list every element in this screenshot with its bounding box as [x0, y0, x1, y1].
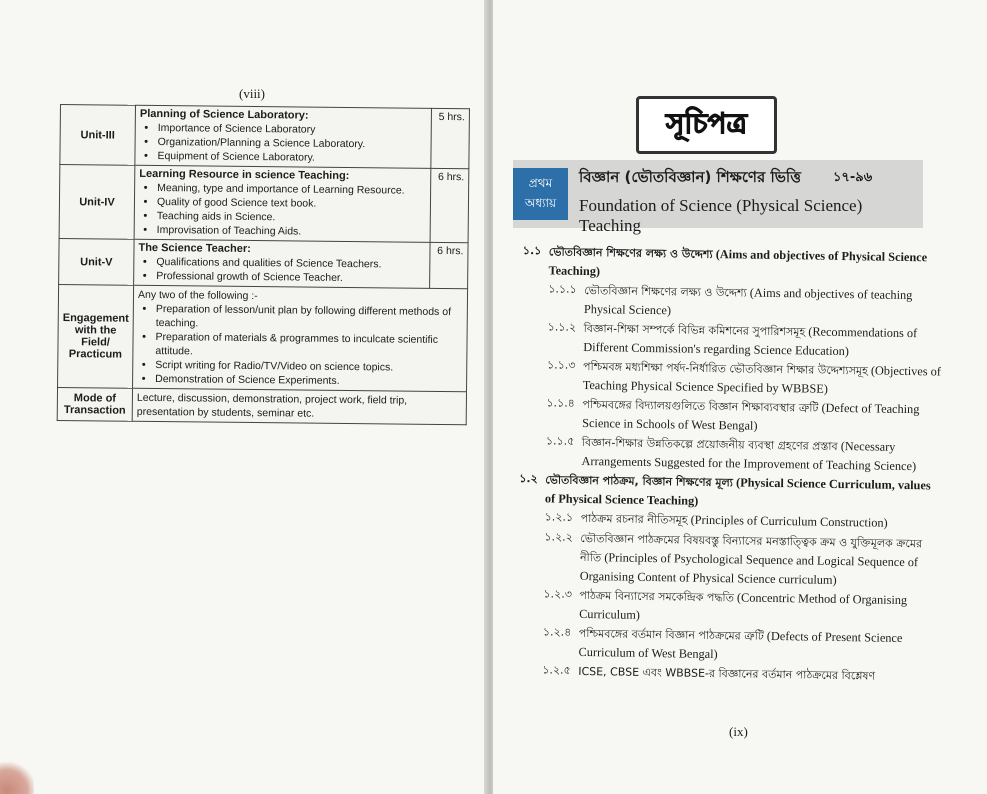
unit-cell: Mode of Transaction: [57, 387, 132, 421]
toc-entry: [547, 356, 942, 399]
toc-title-bengali: ভৌতবিজ্ঞান শিক্ষণের লক্ষ্য ও উদ্দেশ্য: [584, 283, 747, 300]
toc-title-english: (Aims and objectives of Physical Science Teaching): [548, 247, 928, 279]
list-item: • Organization/Planning a Science Laboratory.: [158, 135, 427, 152]
toc-entry: [545, 432, 940, 475]
toc-title-bengali: ভৌতবিজ্ঞান পাঠক্রম, বিজ্ঞান শিক্ষণের মূল্য: [545, 473, 734, 490]
toc-title-bengali: ভৌতবিজ্ঞান শিক্ষণের লক্ষ্য ও উদ্দেশ্য: [548, 245, 713, 261]
toc-number: ১.১.৪: [546, 396, 575, 410]
content-cell: [132, 388, 466, 424]
chapter-badge-line2: অধ্যায়: [524, 196, 557, 210]
list-item: • Quality of good Science text book.: [157, 195, 426, 212]
content-title: The Science Teacher:: [138, 241, 251, 256]
content-title: Learning Resource in science Teaching:: [139, 167, 350, 183]
list-item: • Improvisation of Teaching Aids.: [157, 223, 426, 240]
content-text: Lecture, discussion, demonstration, project work, field trip, presentation by students, seminar etc.: [136, 391, 408, 420]
toc-title-english: (Necessary Arrangements Suggested for the Improvement of Teaching Science): [581, 439, 917, 474]
page-number: (viii): [239, 86, 265, 101]
list-item: • Preparation of materials & programmes to inculcate scientific attitude.: [155, 330, 462, 361]
list-item: • Preparation of lesson/unit plan by following different methods of teaching.: [156, 302, 463, 333]
toc-title-bengali: পশ্চিমবঙ্গের বিদ্যালয়গুলিতে বিজ্ঞান শিক্ষাব্যবস্থার ত্রুটি: [582, 397, 819, 415]
toc-entry: [544, 528, 939, 590]
toc-title-english: (Principles of Psychological Sequence and Logical Sequence of Organising Content of Physical Science curriculum): [579, 550, 919, 587]
toc-title-english: (Defects of Present Science Curriculum of West Bengal): [578, 628, 903, 662]
toc-number: ১.১: [522, 243, 542, 258]
unit-cell: Engagement with the Field/ Practicum: [58, 284, 134, 388]
table-row: [58, 284, 468, 391]
toc-entry: [548, 280, 943, 323]
toc-number: ১.২.২: [544, 530, 573, 544]
table-row: [60, 105, 470, 169]
chapter-badge: [513, 168, 568, 220]
toc-title-bengali: পাঠক্রম বিন্যাসের সমকেন্দ্রিক পদ্ধতি: [579, 588, 734, 605]
list-item: • Teaching aids in Science.: [157, 209, 426, 226]
list-item: • Meaning, type and importance of Learning Resource.: [157, 181, 426, 198]
toc-entry: [542, 623, 937, 666]
toc-number: ১.২: [519, 471, 538, 486]
page-number: (ix): [729, 724, 748, 739]
list-item: • Qualifications and qualities of Science Teachers.: [156, 255, 425, 272]
syllabus-table: [57, 104, 470, 425]
toc-title-english: (Objectives of Teaching Physical Science Specified by WBBSE): [582, 363, 941, 396]
toc-title-english: (Principles of Curriculum Construction): [690, 512, 888, 530]
toc-title-english: (Defect of Teaching Science in Schools of West Bengal): [582, 400, 920, 433]
toc-title-bengali: পশ্চিমবঙ্গ মধ্যশিক্ষা পর্ষদ-নির্ধারিত ভৌতবিজ্ঞান শিক্ষার উদ্দেশ্যসমূহ: [582, 359, 868, 378]
toc-number: ১.২.৫: [542, 663, 571, 677]
unit-cell: Unit-V: [59, 238, 134, 285]
toc-entry: [543, 585, 938, 628]
unit-cell: Unit-III: [60, 105, 136, 166]
list-item: • Demonstration of Science Experiments.: [155, 372, 462, 389]
content-cell: [133, 285, 468, 391]
list-item: • Importance of Science Laboratory: [158, 121, 427, 138]
list-item: • Professional growth of Science Teacher.: [156, 269, 425, 286]
toc-title-english: (Concentric Method of Organising Curriculum): [579, 590, 908, 622]
table-row: [59, 165, 469, 243]
toc-title-english: (Physical Science Curriculum, values of Physical Science Teaching): [544, 475, 931, 508]
contents-heading: সূচিপত্র: [636, 96, 777, 154]
toc-number: ১.২.১: [544, 510, 574, 524]
chapter-badge-line1: প্রথম: [528, 176, 553, 190]
toc-title-bengali: ICSE, CBSE এবং WBBSE-র বিজ্ঞানের বর্তমান পাঠক্রমের বিশ্লেষণ: [578, 664, 876, 683]
toc-entry: [519, 470, 940, 514]
hours-cell: 6 hrs.: [430, 168, 469, 242]
toc-number: ১.১.১: [548, 282, 577, 296]
toc-number: ১.১.৩: [546, 358, 576, 372]
toc-title-bengali: বিজ্ঞান-শিক্ষার উন্নতিকল্পে প্রয়োজনীয় ব্যবস্থা গ্রহণের প্রস্তাব: [581, 435, 838, 453]
table-row: [59, 238, 468, 288]
chapter-title-english: Foundation of Science (Physical Science) Teaching: [579, 196, 863, 235]
chapter-page-range: ১৭-৯৬: [833, 170, 873, 185]
toc-entry: [547, 318, 942, 361]
table-row: [57, 387, 466, 424]
table-of-contents: [516, 242, 943, 688]
left-page: [0, 0, 487, 794]
hours-cell: 6 hrs.: [429, 242, 468, 288]
thumb-photo: [0, 760, 34, 794]
content-title: Any two of the following :-: [137, 288, 258, 303]
hours-cell: 5 hrs.: [431, 108, 470, 168]
toc-title-bengali: পাঠক্রম রচনার নীতিসমূহ: [580, 511, 688, 527]
toc-title-bengali: পশ্চিমবঙ্গের বর্তমান বিজ্ঞান পাঠক্রমের ত্রুটি: [578, 626, 764, 643]
list-item: • Script writing for Radio/TV/Video on science topics.: [155, 358, 462, 375]
toc-title-english: (Recommendations of Different Commission's regarding Science Education): [583, 324, 918, 359]
content-title: Planning of Science Laboratory:: [139, 107, 309, 122]
right-page: [493, 0, 987, 794]
content-cell: [134, 239, 430, 288]
toc-number: ১.১.২: [547, 320, 577, 334]
toc-number: ১.২.৪: [542, 625, 572, 639]
toc-title-english: (Aims and objectives of teaching Physical Science): [583, 285, 913, 318]
toc-entry: [546, 394, 941, 437]
list-item: • Equipment of Science Laboratory.: [157, 149, 426, 166]
chapter-title-bengali: বিজ্ঞান (ভৌতবিজ্ঞান) শিক্ষণের ভিত্তি: [579, 168, 801, 186]
content-cell: [135, 105, 432, 168]
toc-entry: [522, 242, 943, 286]
toc-number: ১.১.৫: [545, 434, 575, 448]
toc-number: ১.২.৩: [543, 587, 573, 601]
unit-cell: Unit-IV: [59, 165, 135, 240]
content-cell: [134, 165, 431, 242]
toc-title-bengali: ভৌতবিজ্ঞান পাঠক্রমের বিষয়বস্তু বিন্যাসের মনস্তাত্ত্বিক ক্রম ও যুক্তিমূলক ক্রমের নীতি: [579, 531, 923, 565]
toc-title-bengali: বিজ্ঞান-শিক্ষা সম্পর্কে বিভিন্ন কমিশনের সুপারিশসমূহ: [583, 321, 806, 339]
chapter-banner: [513, 160, 923, 235]
